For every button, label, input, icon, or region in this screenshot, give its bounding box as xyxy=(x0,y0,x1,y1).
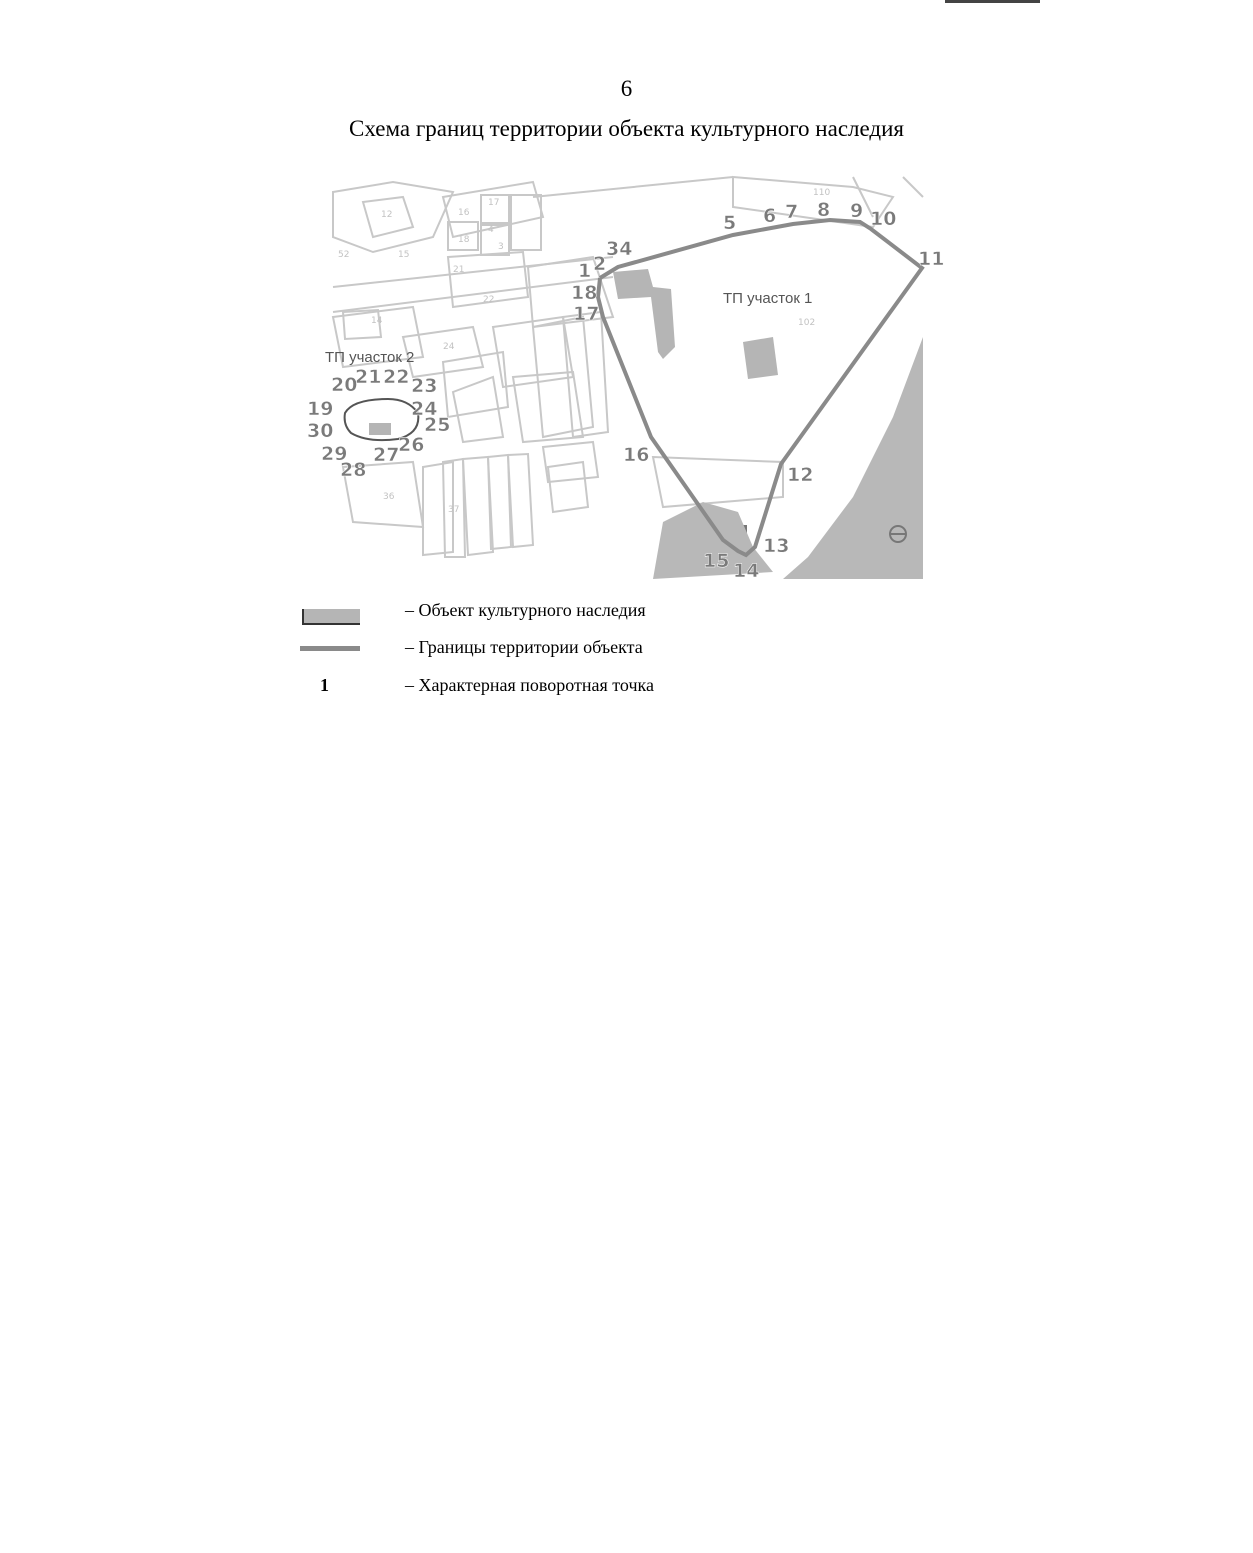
point-number-swatch: 1 xyxy=(320,675,329,695)
site-1-label: ТП участок 1 xyxy=(723,290,813,307)
svg-text:4: 4 xyxy=(488,225,494,235)
point-label: 27 xyxy=(373,444,400,466)
scan-mark xyxy=(945,0,1040,3)
point-label: 6 xyxy=(763,205,777,227)
point-label: 2 xyxy=(593,253,607,275)
svg-text:21: 21 xyxy=(453,265,465,275)
svg-text:14: 14 xyxy=(371,316,383,326)
heritage-building-secondary xyxy=(743,337,778,379)
background-parcels xyxy=(333,177,923,557)
point-label: 25 xyxy=(424,414,451,436)
point-label: 22 xyxy=(383,366,410,388)
point-label: 24 xyxy=(411,398,438,420)
svg-text:18: 18 xyxy=(458,235,470,245)
point-label: 16 xyxy=(623,444,650,466)
legend-item-heritage xyxy=(300,600,900,626)
point-label: 1 xyxy=(578,260,592,282)
svg-text:37: 37 xyxy=(448,505,460,515)
map-svg xyxy=(307,177,945,582)
point-label: 29 xyxy=(321,443,348,465)
point-label: 12 xyxy=(787,464,814,486)
point-label: 8 xyxy=(817,199,831,221)
boundary-map xyxy=(307,177,945,582)
point-label: 23 xyxy=(411,375,438,397)
point-label: 13 xyxy=(763,535,790,557)
legend-label: – Границы территории объекта xyxy=(405,637,643,657)
point-label: 7 xyxy=(785,201,799,223)
legend-label: – Характерная поворотная точка xyxy=(405,675,654,695)
point-label: 17 xyxy=(573,303,600,325)
point-label: 34 xyxy=(606,238,633,260)
point-label: 5 xyxy=(723,212,737,234)
point-label: 9 xyxy=(850,200,864,222)
point-label: 30 xyxy=(307,420,334,442)
svg-text:16: 16 xyxy=(458,208,470,218)
legend-item-point xyxy=(300,675,900,701)
svg-text:36: 36 xyxy=(383,492,395,502)
point-label: 11 xyxy=(918,248,945,270)
heritage-fill-swatch xyxy=(300,600,362,626)
legend-label: – Объект культурного наследия xyxy=(405,600,646,620)
legend-item-boundary xyxy=(300,637,900,663)
svg-text:102: 102 xyxy=(798,318,816,328)
svg-text:15: 15 xyxy=(398,250,410,260)
point-label: 28 xyxy=(340,459,367,481)
heritage-building-main xyxy=(613,269,675,359)
point-label: 26 xyxy=(398,434,425,456)
svg-text:24: 24 xyxy=(443,342,455,352)
svg-text:3: 3 xyxy=(498,242,504,252)
svg-text:22: 22 xyxy=(483,295,495,305)
svg-text:12: 12 xyxy=(381,210,393,220)
heritage-object-site2 xyxy=(369,423,391,435)
point-label: 10 xyxy=(870,208,897,230)
svg-text:110: 110 xyxy=(813,188,831,198)
page-number: 6 xyxy=(620,76,633,101)
svg-text:17: 17 xyxy=(488,198,500,208)
point-label: 18 xyxy=(571,282,598,304)
point-label: 15 xyxy=(703,550,730,572)
point-label: 19 xyxy=(307,398,334,420)
point-label: 20 xyxy=(331,374,358,396)
svg-text:52: 52 xyxy=(338,250,350,260)
point-label: 21 xyxy=(355,366,382,388)
site-2-label: ТП участок 2 xyxy=(325,349,415,366)
point-label: 14 xyxy=(733,560,760,582)
document-title: Схема границ территории объекта культурного наследия xyxy=(348,116,905,141)
boundary-line-swatch xyxy=(300,637,362,663)
